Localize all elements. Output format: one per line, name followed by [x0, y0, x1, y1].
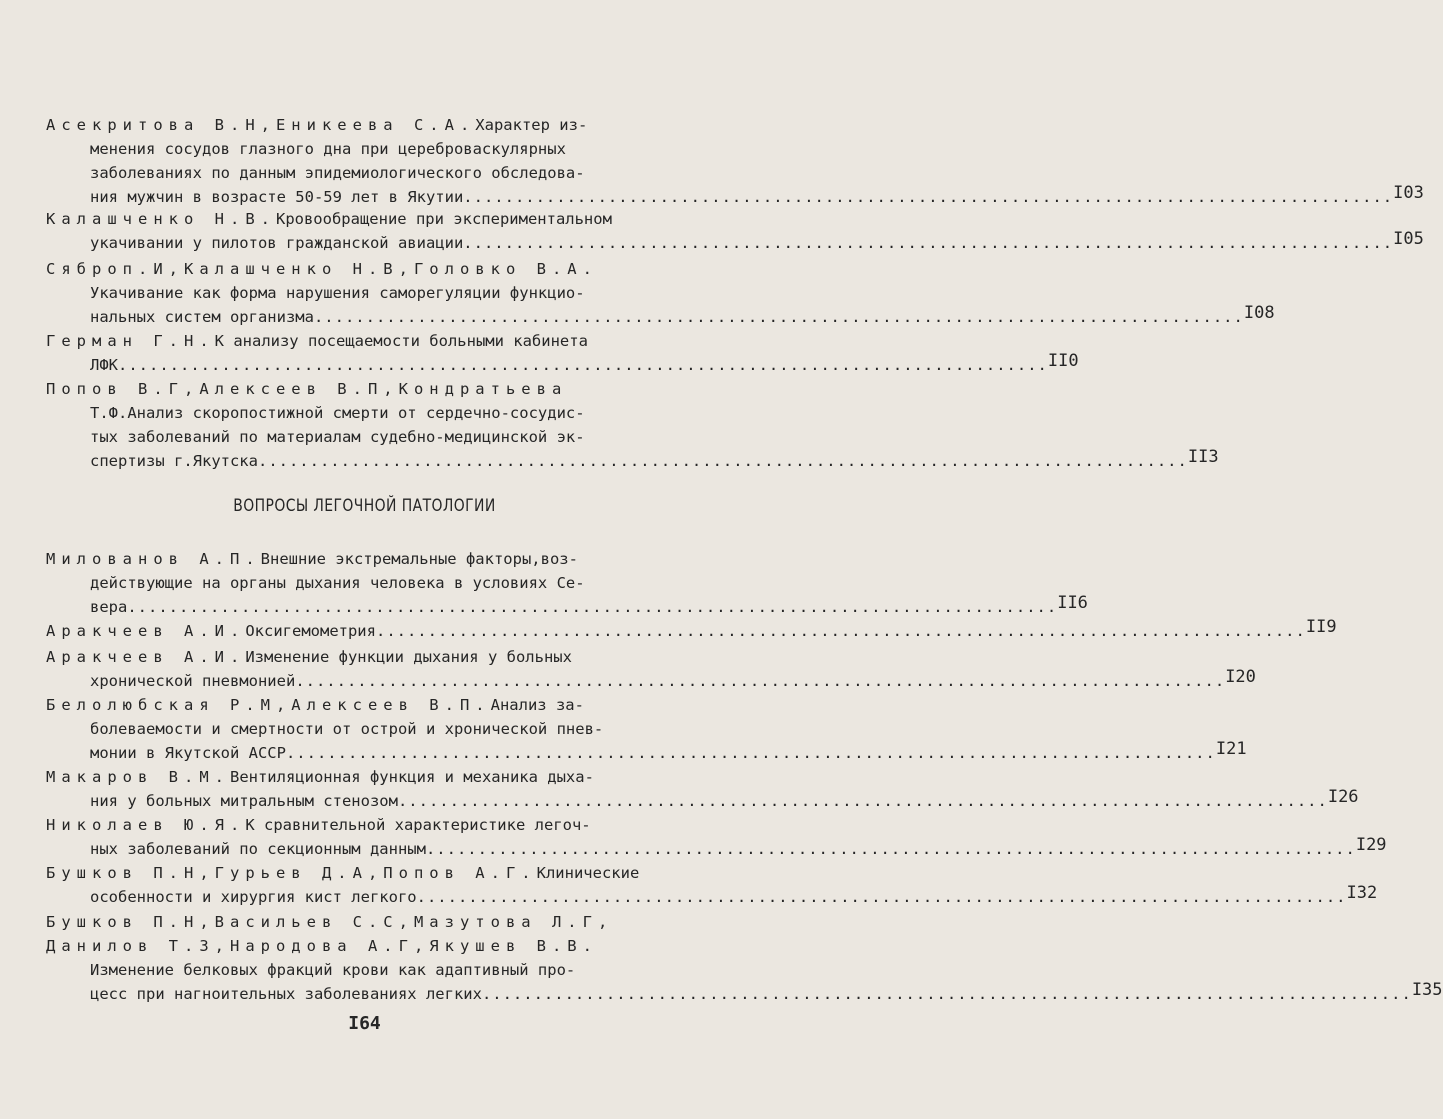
- entry-authors-line: [46, 910, 682, 934]
- entry-page-number: II9: [1305, 617, 1337, 637]
- entry-authors-line: [46, 207, 682, 231]
- entry-title-line: хронической пневмонией .......................................................................................... I20: [46, 669, 682, 693]
- entry-authors-line: [46, 861, 682, 885]
- contents-entry: [46, 257, 1275, 329]
- entry-page-number: I08: [1243, 303, 1275, 323]
- dot-leader: ..........................................................................................: [375, 622, 1306, 640]
- entry-page-number: I05: [1393, 229, 1424, 249]
- contents-entry: [46, 910, 1443, 1006]
- entry-title-line: действующие на органы дыхания человека в условиях Се-: [90, 574, 585, 592]
- entry-title-text: К анализу посещаемости больными кабинета: [214, 332, 588, 350]
- author-names: Данилов Т.З,Народова А.Г,Якушев В.В.: [46, 937, 598, 955]
- entry-title-line: тых заболеваний по материалам судебно-медицинской эк-: [90, 428, 585, 446]
- entry-title-line: ния у больных митральным стенозом .......................................................................................... I26: [46, 789, 682, 813]
- contents-entry: [46, 547, 1088, 619]
- entry-title-line: Изменение белковых фракций крови как адаптивный про-: [90, 961, 576, 979]
- entry-authors-line: [46, 113, 682, 137]
- entry-page-number: II0: [1047, 351, 1079, 371]
- author-names: Белолюбская Р.М,Алексеев В.П.: [46, 696, 491, 714]
- entry-authors-line: [46, 547, 682, 571]
- contents-entry: [46, 861, 1378, 909]
- entry-page-number: I21: [1215, 739, 1247, 759]
- entry-title-text: Анализ за-: [490, 696, 584, 714]
- dot-leader: ..........................................................................................: [313, 308, 1244, 326]
- author-names: Аракчеев А.И.: [46, 622, 246, 640]
- entry-authors-line: [46, 693, 682, 717]
- entry-title-line: цесс при нагноительных заболеваниях легких .......................................................................................... I35: [46, 982, 682, 1006]
- dot-leader: ..........................................................................................: [257, 452, 1188, 470]
- entry-authors-line: [46, 377, 682, 401]
- entry-authors-line: [46, 329, 682, 353]
- author-names: Милованов А.П.: [46, 550, 261, 568]
- author-names: Асекритова В.Н,Еникеева С.А.: [46, 116, 476, 134]
- entry-page-number: II3: [1187, 447, 1219, 467]
- entry-title-text: Клинические: [536, 864, 640, 882]
- dot-leader: ..........................................................................................: [285, 744, 1216, 762]
- entry-title-line: нальных систем организма .......................................................................................... I08: [46, 305, 682, 329]
- entry-authors-line: [46, 617, 1337, 643]
- entry-page-number: I20: [1225, 667, 1256, 687]
- entry-title-line: вера .......................................................................................... II6: [46, 595, 682, 619]
- dot-leader: ..........................................................................................: [416, 888, 1347, 906]
- entry-authors-line: [46, 813, 682, 837]
- contents-entry: [46, 765, 1359, 813]
- entry-authors-line: [46, 645, 682, 669]
- entry-title-line: ния мужчин в возрасте 50-59 лет в Якутии .......................................................................................... I03: [46, 185, 682, 209]
- entry-page-number: II6: [1057, 593, 1088, 613]
- dot-leader: ..........................................................................................: [127, 598, 1058, 616]
- contents-entry: [46, 207, 1424, 255]
- dot-leader: ..........................................................................................: [425, 840, 1356, 858]
- dot-leader: ..........................................................................................: [295, 672, 1226, 690]
- entry-title-line: [46, 934, 682, 958]
- dot-leader: ..........................................................................................: [463, 234, 1394, 252]
- entry-title-line: Т.Ф.Анализ скоропостижной смерти от сердечно-сосудис-: [90, 404, 585, 422]
- entry-title-line: спертизы г.Якутска .......................................................................................... II3: [46, 449, 682, 473]
- dot-leader: ..........................................................................................: [118, 356, 1048, 374]
- entry-title-line: болеваемости и смертности от острой и хронической пнев-: [90, 720, 604, 738]
- entry-title-line: заболеваниях по данным эпидемиологического обследова-: [90, 164, 585, 182]
- dot-leader: ..........................................................................................: [463, 188, 1394, 206]
- author-names: Сяброп.И,Калашченко Н.В,Головко В.А.: [46, 260, 598, 278]
- entry-title-line: особенности и хирургия кист легкого .......................................................................................... I32: [46, 885, 682, 909]
- contents-entry: [46, 113, 1424, 209]
- contents-entry: [46, 377, 1219, 473]
- contents-entry: [46, 329, 1079, 377]
- author-names: Макаров В.М.: [46, 768, 230, 786]
- entry-authors-line: [46, 765, 682, 789]
- author-names: Калашченко Н.В.: [46, 210, 276, 228]
- dot-leader: ..........................................................................................: [481, 985, 1412, 1003]
- section-heading: ВОПРОСЫ ЛЕГОЧНОЙ ПАТОЛОГИИ: [233, 496, 496, 516]
- contents-entry: [46, 645, 1256, 693]
- entry-page-number: I26: [1327, 787, 1359, 807]
- author-names: Герман Г.Н.: [46, 332, 215, 350]
- dot-leader: ..........................................................................................: [397, 792, 1328, 810]
- entry-title-text: Характер из-: [475, 116, 588, 134]
- entry-authors-line: [46, 257, 682, 281]
- author-names: Аракчеев А.И.: [46, 648, 246, 666]
- entry-title-text: Кровообращение при экспериментальном: [275, 210, 612, 228]
- entry-title-text: Изменение функции дыхания у больных: [245, 648, 572, 666]
- entry-title-line: менения сосудов глазного дна при цереброваскулярных: [90, 140, 566, 158]
- entry-title-line: ных заболеваний по секционным данным .......................................................................................... I29: [46, 837, 682, 861]
- author-names: Бушков П.Н,Гурьев Д.А,Попов А.Г.: [46, 864, 537, 882]
- entry-title-text: К сравнительной характеристике легоч-: [245, 816, 591, 834]
- entry-page-number: I29: [1355, 835, 1387, 855]
- contents-entry: [46, 693, 1247, 765]
- entry-title-line: монии в Якутской АССР .......................................................................................... I21: [46, 741, 682, 765]
- contents-entry: [46, 617, 1337, 643]
- entry-page-number: I35: [1411, 980, 1443, 1000]
- entry-title-line: Укачивание как форма нарушения саморегуляции функцио-: [90, 284, 585, 302]
- entry-title-text: Вентиляционная функция и механика дыха-: [229, 768, 594, 786]
- author-names: Бушков П.Н,Васильев С.С,Мазутова Л.Г,: [46, 913, 614, 931]
- entry-title-line: укачивании у пилотов гражданской авиации .......................................................................................... I05: [46, 231, 682, 255]
- entry-title-line: ЛФК .......................................................................................... II0: [46, 353, 682, 377]
- contents-entry: [46, 813, 1387, 861]
- page-number: I64: [348, 1013, 381, 1034]
- author-names: Попов В.Г,Алексеев В.П,Кондратьева: [46, 380, 568, 398]
- entry-title-text: Внешние экстремальные факторы,воз-: [260, 550, 578, 568]
- author-names: Николаев Ю.Я.: [46, 816, 246, 834]
- entry-page-number: I03: [1393, 183, 1424, 203]
- entry-title-text: Оксигемометрия: [245, 622, 376, 640]
- entry-page-number: I32: [1346, 883, 1378, 903]
